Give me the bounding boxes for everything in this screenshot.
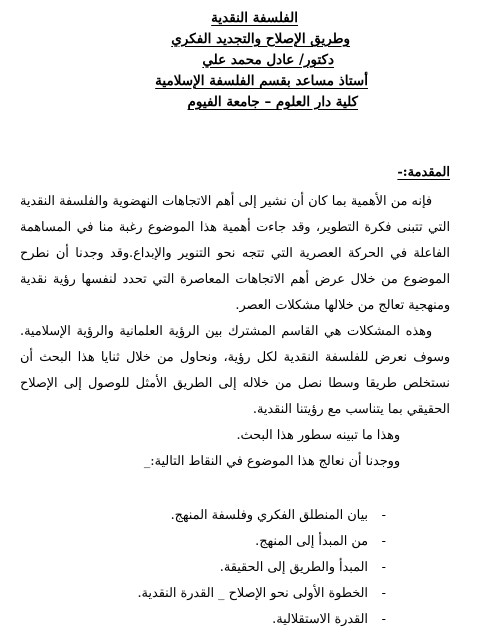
introduction-paragraph: وهذه المشكلات هي القاسم المشترك بين الرؤية العلمانية والرؤية الإسلامية. وسوف نعرض للفلسفة النقدية لكل رؤية، ونحاول من خلال ثنايا هذا البحث أن نستخلص طريقا وسطا نصل من خلاله إلى الطريق الأمثل للوصول إلى الإصلاح الحقيقي بما يتناسب مع رؤيتنا النقدية. (20, 324, 450, 417)
list-item-text: بيان المنطلق الفكري وفلسفة المنهج. (170, 508, 368, 523)
dash-bullet: - (381, 560, 386, 575)
dash-bullet: - (381, 586, 386, 601)
introduction-line: ووجدنا أن نعالج هذا الموضوع في النقاط التالية:_ (143, 454, 400, 469)
introduction-paragraph: فإنه من الأهمية بما كان أن نشير إلى أهم الاتجاهات النهضوية والفلسفة النقدية التي تتبنى فكرة التطوير، وقد جاءت أهمية هذا الموضوع رغبة منا في المساهمة الفاعلة في الحركة العصرية التي تتجه نحو التنوير والإبداع.وقد وجدنا أن نطرح الموضوع من خلال عرض أهم الاتجاهات المعاصرة التي تحدد لنفسها رؤية نقدية ومنهجية تعالج من خلالها مشكلات العصر. (20, 194, 450, 313)
list-item-text: المبدأ والطريق إلى الحقيقة. (219, 560, 368, 575)
list-item (20, 607, 450, 633)
research-title: الفلسفة النقدية (211, 10, 298, 26)
dash-bullet: - (381, 508, 386, 523)
topics-list (20, 503, 450, 633)
author-name: دكتور/ عادل محمد علي (202, 52, 334, 68)
list-item (20, 555, 450, 581)
document-header (28, 8, 368, 113)
list-item (20, 503, 450, 529)
introduction-body (20, 189, 450, 475)
list-item (20, 581, 450, 607)
list-item (20, 529, 450, 555)
author-position: أستاذ مساعد بقسم الفلسفة الإسلامية (155, 73, 368, 89)
dash-bullet: - (381, 534, 386, 549)
dash-bullet: - (381, 612, 386, 627)
research-subtitle: وطريق الإصلاح والتجديد الفكري (171, 31, 350, 47)
author-affiliation: كلية دار العلوم – جامعة الفيوم (187, 94, 358, 110)
introduction-line: وهذا ما تبينه سطور هذا البحث. (236, 428, 400, 443)
list-item-text: من المبدأ إلى المنهج. (255, 534, 368, 549)
introduction-heading: المقدمة:- (397, 165, 450, 180)
list-item-text: القدرة الاستقلالية. (272, 612, 368, 627)
list-item-text: الخطوة الأولى نحو الإصلاح _ القدرة النقدية. (137, 586, 368, 601)
